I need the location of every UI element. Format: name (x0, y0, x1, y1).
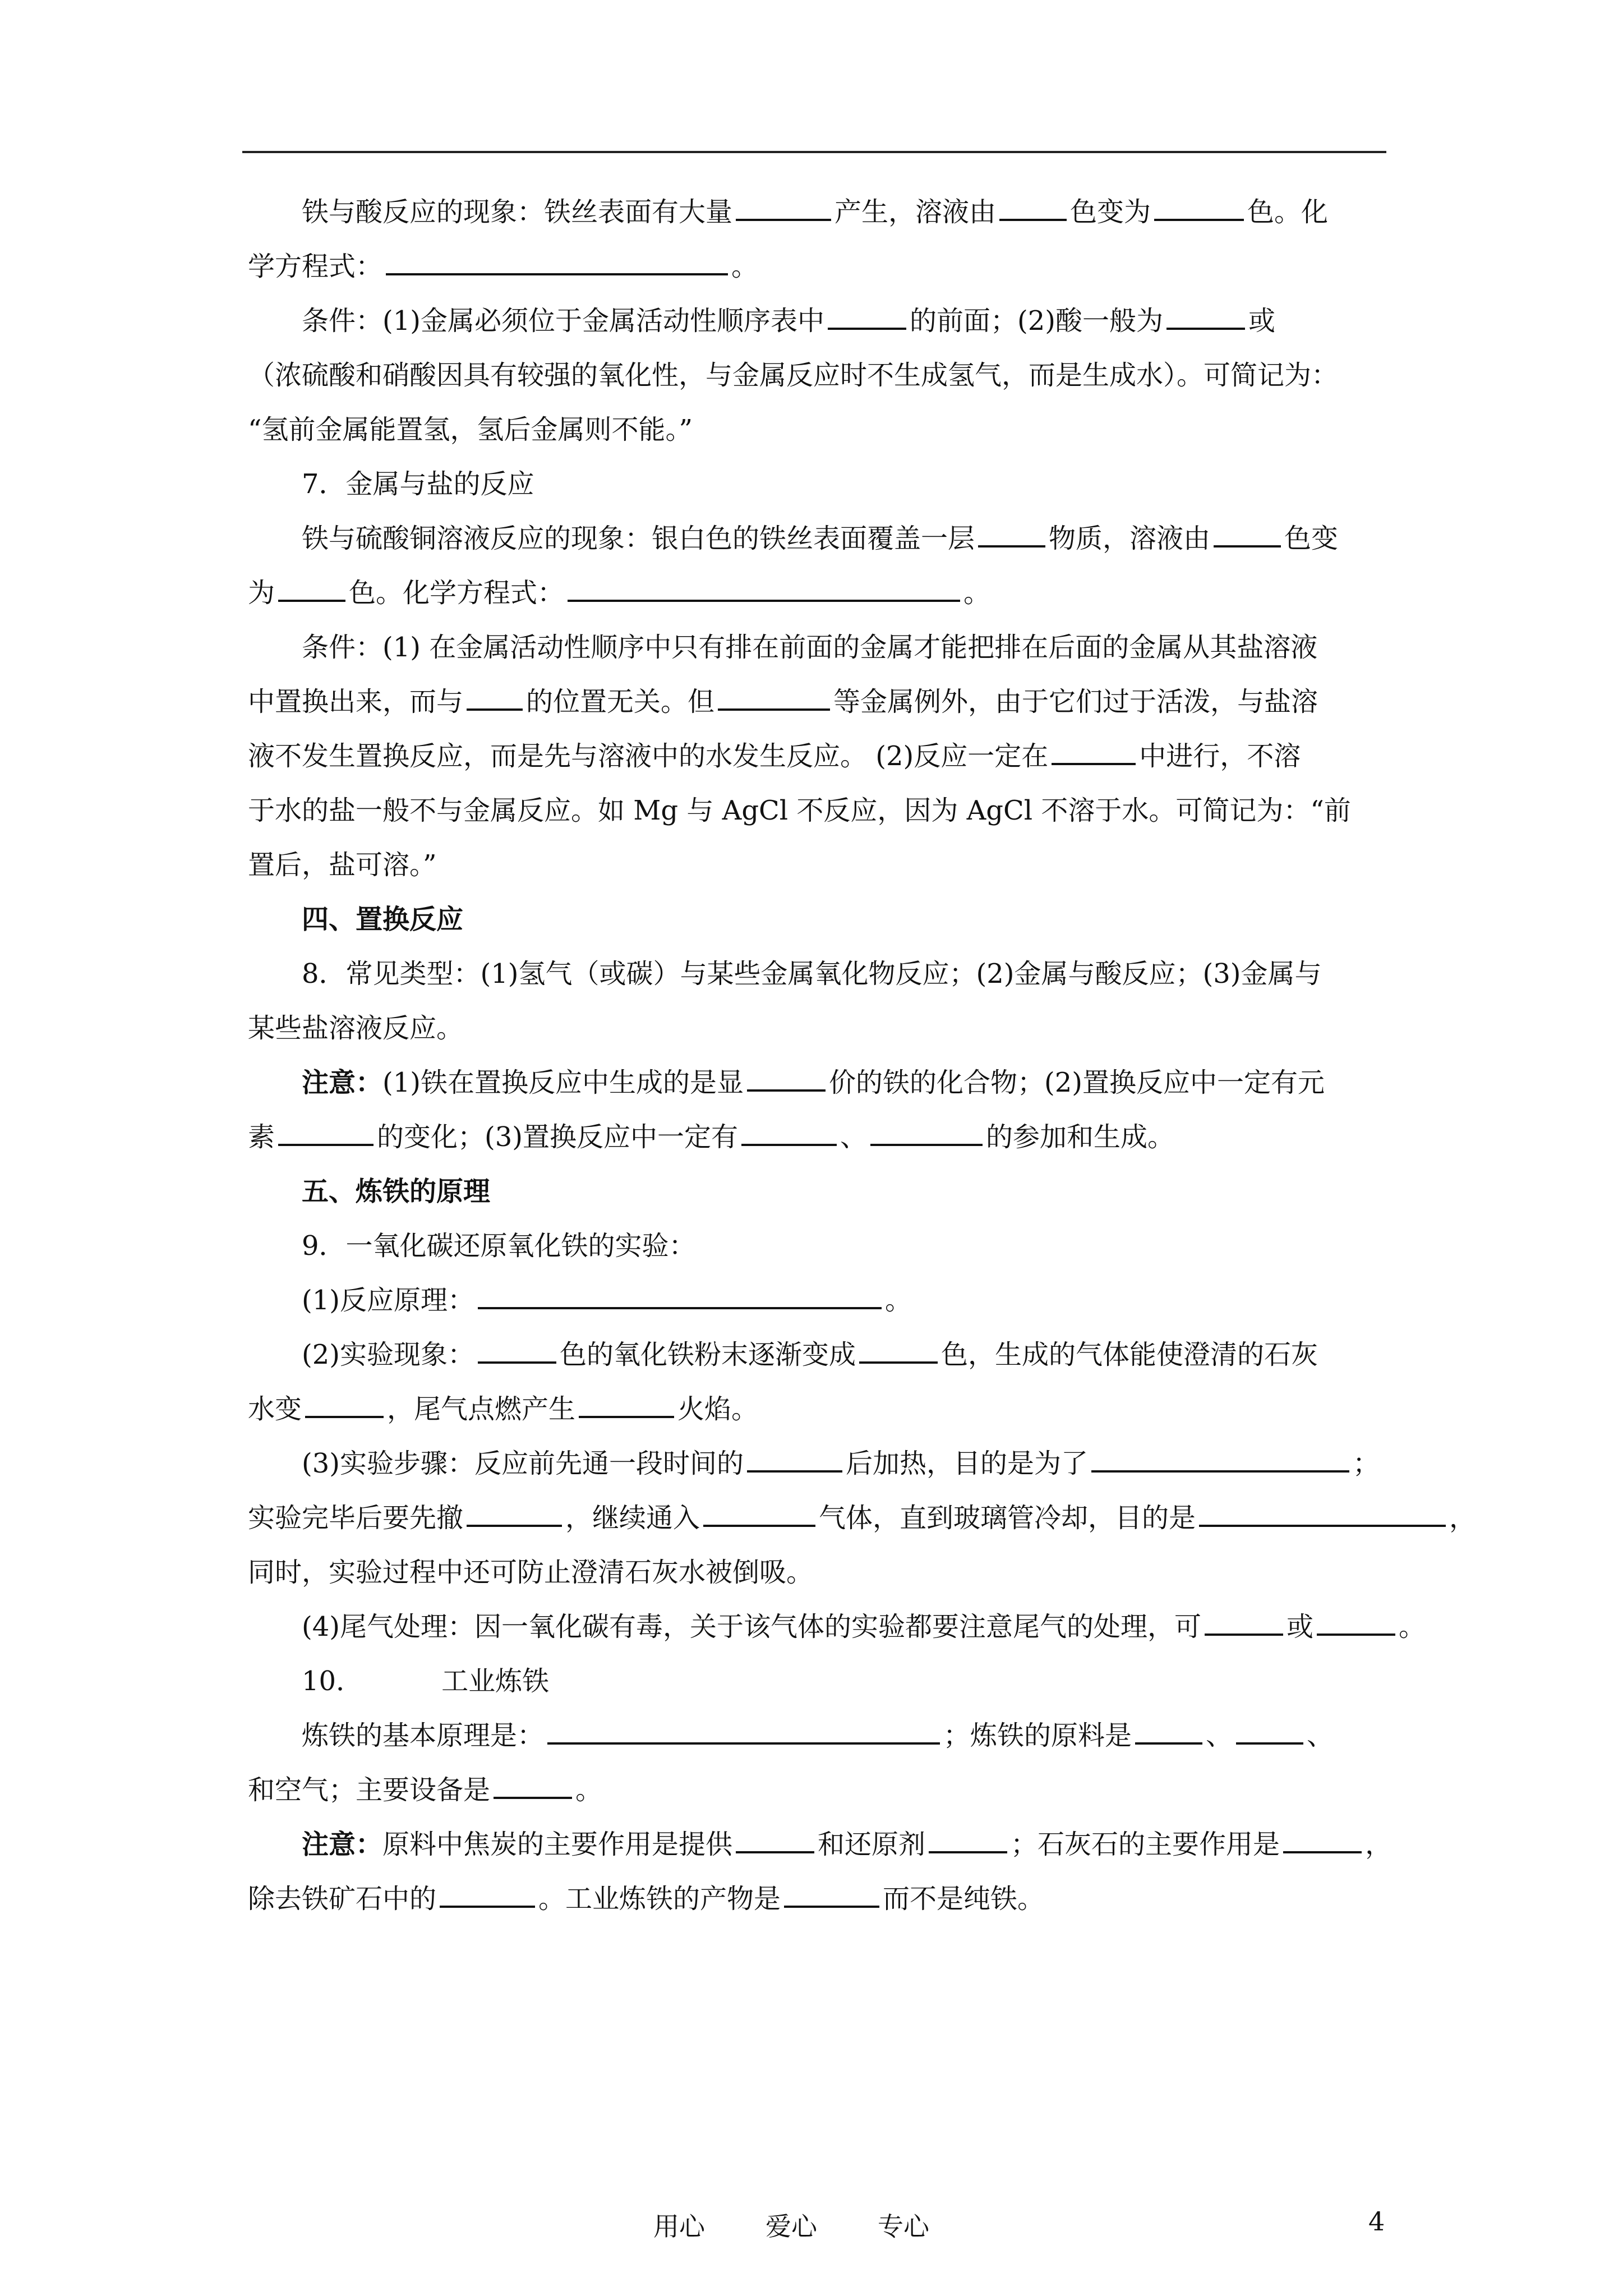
text-line: 素 的变化；(3)置换反应中一定有 、 的参加和生成。 (248, 1110, 1482, 1165)
text-line: 液不发生置换反应，而是先与溶液中的水发生反应。 (2)反应一定在 中进行，不溶 (248, 729, 1482, 784)
blank (478, 1273, 882, 1309)
text-line: 为 色。化学方程式： 。 (248, 566, 1482, 620)
text-line: 条件：(1)金属必须位于金属活动性顺序表中 的前面；(2)酸一般为 或 (248, 294, 1482, 348)
blank (741, 1110, 837, 1146)
text-line: （浓硫酸和硝酸因具有较强的氧化性，与金属反应时不生成氢气，而是生成水）。可简记为： (248, 360, 1339, 391)
blank (278, 566, 345, 602)
text-line: 铁与酸反应的现象：铁丝表面有大量 产生，溶液由 色变为 色。化 (248, 185, 1482, 240)
text-line: 学方程式： 。 (248, 240, 1482, 294)
blank (278, 1110, 374, 1146)
section-heading-4: 四、置换反应 (302, 904, 464, 935)
blank (999, 185, 1067, 221)
blank (736, 185, 831, 221)
text-line: (3)实验步骤：反应前先通一段时间的 后加热，目的是为了 ； (248, 1437, 1482, 1491)
text-line: (2)实验现象： 色的氧化铁粉末逐渐变成 色，生成的气体能使澄清的石灰 (248, 1328, 1482, 1382)
text-line: (1)反应原理： 。 (248, 1273, 1482, 1328)
document-body (248, 185, 1482, 1926)
text-line: 注意：原料中焦炭的主要作用是提供 和还原剂 ；石灰石的主要作用是 ， (248, 1818, 1482, 1872)
blank (747, 1056, 826, 1092)
blank (870, 1110, 983, 1146)
blank (305, 1382, 384, 1418)
blank (568, 566, 960, 602)
blank (859, 1328, 938, 1364)
text-line: 实验完毕后要先撤 ，继续通入 气体，直到玻璃管冷却，目的是 ， (248, 1491, 1482, 1545)
blank (1317, 1600, 1395, 1636)
blank (718, 675, 830, 711)
blank (1135, 1709, 1202, 1745)
text-line: 同时，实验过程中还可防止澄清石灰水被倒吸。 (248, 1557, 814, 1588)
blank (929, 1818, 1007, 1853)
blank (978, 512, 1045, 547)
blank (1283, 1818, 1362, 1853)
blank (467, 1491, 562, 1527)
blank (478, 1328, 556, 1364)
blank (1091, 1437, 1349, 1473)
page-number: 4 (1368, 2206, 1385, 2237)
blank (547, 1709, 940, 1745)
blank (467, 675, 523, 711)
blank (736, 1818, 814, 1853)
blank (828, 294, 906, 330)
blank (747, 1437, 842, 1473)
text-line: 除去铁矿石中的 。工业炼铁的产物是 而不是纯铁。 (248, 1872, 1482, 1926)
text-line: 和空气；主要设备是 。 (248, 1763, 1482, 1818)
footer-motto-1: 用心 (653, 2211, 705, 2242)
section-heading-5: 五、炼铁的原理 (302, 1176, 491, 1207)
blank (386, 240, 728, 275)
header-rule (242, 151, 1386, 153)
text-line: 条件：(1) 在金属活动性顺序中只有排在前面的金属才能把排在后面的金属从其盐溶液 (302, 632, 1318, 663)
text-line: 水变 ，尾气点燃产生 火焰。 (248, 1382, 1482, 1437)
text-line: 于水的盐一般不与金属反应。如 Mg 与 AgCl 不反应，因为 AgCl 不溶于水。可简记为：“前 (248, 795, 1351, 826)
footer-motto-2: 爱心 (766, 2211, 817, 2242)
blank (784, 1872, 879, 1908)
section-item-7: 7．金属与盐的反应 (302, 468, 534, 500)
text-line: 注意：(1)铁在置换反应中生成的是显 价的铁的化合物；(2)置换反应中一定有元 (248, 1056, 1482, 1110)
text-line: 置后，盐可溶。” (248, 849, 437, 881)
blank (1052, 729, 1136, 765)
blank (494, 1763, 572, 1799)
blank (703, 1491, 815, 1527)
blank (579, 1382, 674, 1418)
section-item-10: 10． 工业炼铁 (302, 1665, 550, 1697)
section-item-9: 9．一氧化碳还原氧化铁的实验： (302, 1230, 696, 1262)
text-line: 中置换出来，而与 的位置无关。但 等金属例外，由于它们过于活泼，与盐溶 (248, 675, 1482, 729)
blank (1214, 512, 1281, 547)
blank (1154, 185, 1244, 221)
text-line: 炼铁的基本原理是： ；炼铁的原料是 、 、 (248, 1709, 1482, 1763)
text-line: 某些盐溶液反应。 (248, 1013, 464, 1044)
blank (1236, 1709, 1303, 1745)
text-line: “氢前金属能置氢，氢后金属则不能。” (248, 414, 693, 445)
blank (1205, 1600, 1283, 1636)
text-line: (4)尾气处理：因一氧化碳有毒，关于该气体的实验都要注意尾气的处理，可 或 。 (248, 1600, 1482, 1654)
text-line: 铁与硫酸铜溶液反应的现象：银白色的铁丝表面覆盖一层 物质，溶液由 色变 (248, 512, 1482, 566)
blank (440, 1872, 535, 1908)
footer-motto-3: 专心 (878, 2211, 929, 2242)
section-item-8: 8．常见类型：(1)氢气（或碳）与某些金属氧化物反应；(2)金属与酸反应；(3)金属与 (302, 958, 1322, 990)
blank (1199, 1491, 1446, 1527)
blank (1166, 294, 1245, 330)
